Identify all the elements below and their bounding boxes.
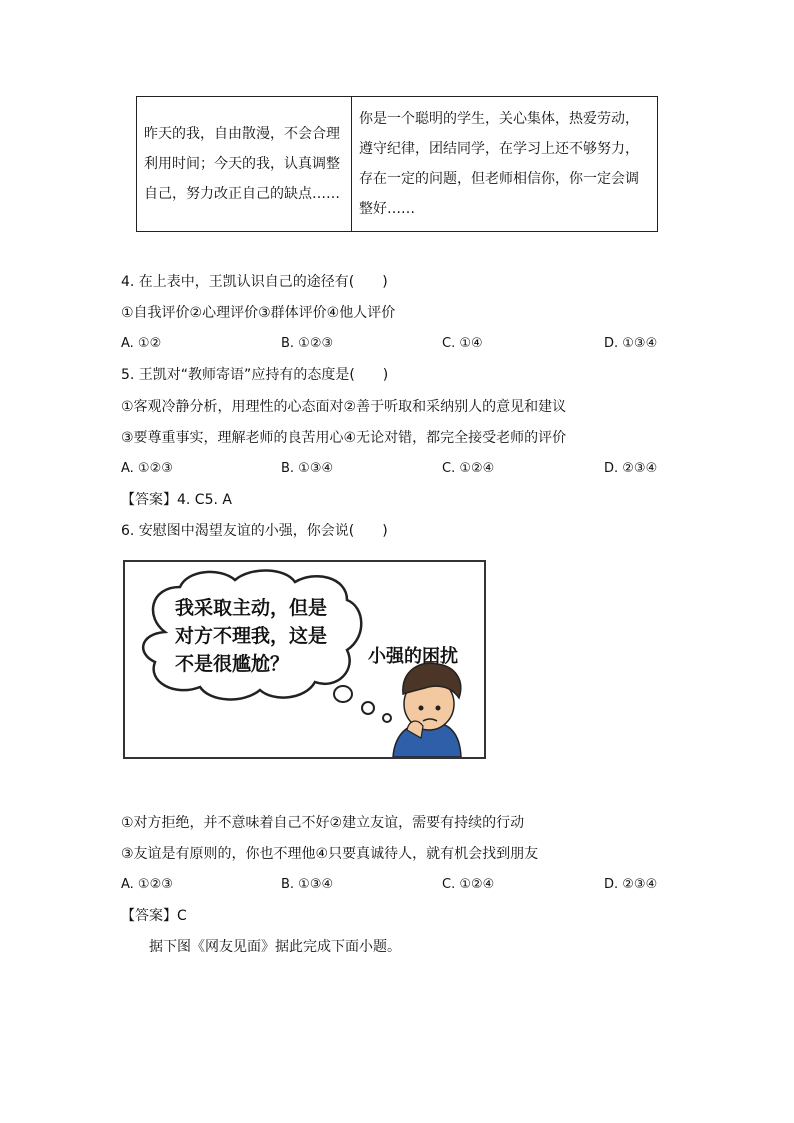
table-left-line-2: 利用时间；今天的我，认真调整: [144, 156, 340, 172]
q5-option-d: D. ②③④: [604, 461, 658, 476]
q4-option-d: D. ①③④: [604, 336, 658, 351]
q6-option-d: D. ②③④: [604, 877, 658, 892]
q5-option-b: B. ①③④: [281, 461, 334, 476]
bubble-line-1: 我采取主动，但是: [175, 597, 328, 619]
q4-stem: 4. 在上表中，王凯认识自己的途径有( ): [121, 274, 388, 290]
teacher-comment-table: [136, 96, 658, 232]
q5-option-a: A. ①②③: [121, 461, 173, 476]
thought-dot-small: [383, 714, 391, 722]
q6-items-line-2: ③友谊是有原则的，你也不理他④只要真诚待人，就有机会找到朋友: [121, 846, 539, 862]
q6-option-c: C. ①②④: [442, 877, 495, 892]
cartoon-illustration: [123, 560, 486, 759]
table-left-line-3: 自己，努力改正自己的缺点……: [144, 186, 340, 202]
q4-option-b: B. ①②③: [281, 336, 334, 351]
bubble-line-3: 不是很尴尬？: [175, 653, 290, 675]
q6-option-b: B. ①③④: [281, 877, 334, 892]
q6-option-a: A. ①②③: [121, 877, 173, 892]
thought-dot-large: [334, 686, 352, 702]
bubble-line-2: 对方不理我，这是: [175, 625, 328, 647]
q4-items: ①自我评价②心理评价③群体评价④他人评价: [121, 305, 396, 321]
thought-dot-medium: [362, 702, 374, 714]
answer-q4-q5: 【答案】4. C5. A: [121, 492, 232, 508]
cartoon-caption: 小强的困扰: [368, 646, 458, 667]
table-left-line-1: 昨天的我，自由散漫，不会合理: [144, 126, 340, 142]
q5-items-line-1: ①客观冷静分析，用理性的心态面对②善于听取和采纳别人的意见和建议: [121, 399, 567, 415]
q6-items-line-1: ①对方拒绝，并不意味着自己不好②建立友谊，需要有持续的行动: [121, 815, 525, 831]
q4-option-a: A. ①②: [121, 336, 162, 351]
table-right-line-1: 你是一个聪明的学生，关心集体，热爱劳动，: [359, 111, 639, 127]
q5-option-c: C. ①②④: [442, 461, 495, 476]
q5-items-line-2: ③要尊重事实，理解老师的良苦用心④无论对错，都完全接受老师的评价: [121, 430, 567, 446]
table-right-line-3: 存在一定的问题，但老师相信你，你一定会调: [359, 171, 639, 187]
boy-figure: [393, 663, 461, 757]
table-right-line-2: 遵守纪律，团结同学，在学习上还不够努力，: [359, 141, 639, 157]
table-divider: [351, 97, 352, 231]
table-right-line-4: 整好……: [359, 201, 415, 217]
q6-stem: 6. 安慰图中渴望友谊的小强，你会说( ): [121, 523, 388, 539]
q5-stem: 5. 王凯对“教师寄语”应持有的态度是( ): [121, 367, 389, 383]
answer-q6: 【答案】C: [121, 908, 187, 924]
section-intro: 据下图《网友见面》据此完成下面小题。: [149, 939, 401, 955]
q4-option-c: C. ①④: [442, 336, 483, 351]
